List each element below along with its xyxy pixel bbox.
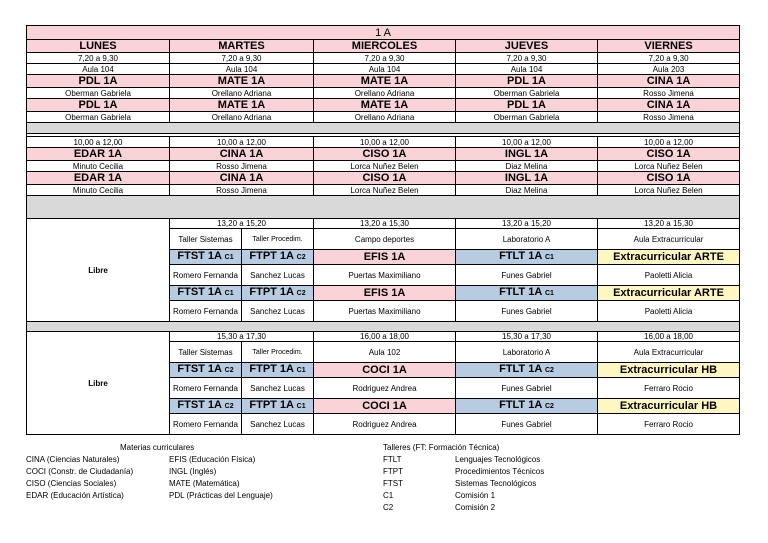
teacher-cell: Romero Fernanda xyxy=(170,378,242,399)
legend-item: INGL (Inglés) xyxy=(169,467,217,476)
legend-desc: Comisión 2 xyxy=(455,503,496,512)
day-header: VIERNES xyxy=(598,40,740,53)
subject-cell: FTLT 1A C2 xyxy=(456,363,598,378)
subject-cell: MATE 1A xyxy=(314,99,456,112)
talleres-codes xyxy=(383,454,403,514)
subject-cell: FTST 1A C1 xyxy=(170,250,242,265)
talleres-descriptions xyxy=(455,454,544,514)
time-cell: 10,00 a 12,00 xyxy=(314,137,456,148)
time-cell: 15,30 a 17,30 xyxy=(170,332,314,342)
time-cell: 7,20 a 9,30 xyxy=(170,53,314,64)
teacher-cell: Oberman Gabriela xyxy=(27,88,170,99)
teacher-cell: Oberman Gabriela xyxy=(456,88,598,99)
schedule-title: 1 A xyxy=(27,26,740,40)
teacher-cell: Minuto Cecilia xyxy=(27,161,170,172)
time-cell: 13,20 a 15,30 xyxy=(598,219,740,229)
teacher-cell: Paoletti Alicia xyxy=(598,265,740,286)
teacher-cell: Funes Gabriel xyxy=(456,378,598,399)
legend-desc: Lenguajes Tecnológicos xyxy=(455,455,541,464)
subject-cell: FTPT 1A C1 xyxy=(242,399,314,414)
subject-cell: PDL 1A xyxy=(456,99,598,112)
subject-cell: CISO 1A xyxy=(598,148,740,161)
teacher-cell: Romero Fernanda xyxy=(170,265,242,286)
teacher-cell: Sanchez Lucas xyxy=(242,378,314,399)
teacher-cell: Sanchez Lucas xyxy=(242,265,314,286)
room-cell: Taller Procedim. xyxy=(242,342,314,363)
teacher-cell: Rodriguez Andrea xyxy=(314,378,456,399)
teacher-cell: Rosso Jimena xyxy=(598,112,740,123)
room-cell: Taller Sistemas xyxy=(170,229,242,250)
teacher-cell: Rosso Jimena xyxy=(170,185,314,196)
room-cell: Aula 104 xyxy=(27,64,170,75)
time-cell: 7,20 a 9,30 xyxy=(27,53,170,64)
legend-code: FTLT xyxy=(383,455,402,464)
legend-code: FTPT xyxy=(383,467,403,476)
teacher-cell: Orellano Adriana xyxy=(170,112,314,123)
teacher-cell: Funes Gabriel xyxy=(456,301,598,322)
lunch-break-row xyxy=(27,196,740,219)
materias-title: Materias curriculares xyxy=(120,443,195,452)
time-cell: 13,20 a 15,20 xyxy=(170,219,314,229)
subject-cell: PDL 1A xyxy=(27,75,170,88)
teacher-cell: Paoletti Alicia xyxy=(598,301,740,322)
teacher-cell: Ferraro Rocio xyxy=(598,378,740,399)
subject-cell: EFIS 1A xyxy=(314,250,456,265)
subject-cell: COCI 1A xyxy=(314,399,456,414)
teacher-cell: Minuto Cecilia xyxy=(27,185,170,196)
subject-cell: EDAR 1A xyxy=(27,172,170,185)
subject-cell: FTPT 1A C2 xyxy=(242,286,314,301)
teacher-cell: Oberman Gabriela xyxy=(456,112,598,123)
room-cell: Aula Extracurricular xyxy=(598,229,740,250)
room-cell: Aula 203 xyxy=(598,64,740,75)
time-cell: 10,00 a 12,00 xyxy=(27,137,170,148)
subject-cell: CINA 1A xyxy=(170,148,314,161)
time-cell: 10,00 a 12,00 xyxy=(170,137,314,148)
time-cell: 7,20 a 9,30 xyxy=(314,53,456,64)
room-cell: Laboratorio A xyxy=(456,229,598,250)
subject-cell: Extracurricular ARTE xyxy=(598,250,740,265)
legend-item: EDAR (Educación Artística) xyxy=(26,491,124,500)
subject-cell: FTLT 1A C2 xyxy=(456,399,598,414)
subject-cell: FTST 1A C2 xyxy=(170,399,242,414)
day-header: MARTES xyxy=(170,40,314,53)
legend-code: C1 xyxy=(383,491,394,500)
teacher-cell: Rosso Jimena xyxy=(598,88,740,99)
room-cell: Laboratorio A xyxy=(456,342,598,363)
teacher-cell: Diaz Melina xyxy=(456,161,598,172)
subject-cell: EFIS 1A xyxy=(314,286,456,301)
schedule-table xyxy=(26,25,740,435)
subject-cell: Extracurricular HB xyxy=(598,399,740,414)
talleres-title: Talleres (FT: Formación Técnica) xyxy=(383,443,500,452)
teacher-cell: Romero Fernanda xyxy=(170,414,242,435)
time-cell: 16,00 a 18,00 xyxy=(314,332,456,342)
subject-cell: FTST 1A C1 xyxy=(170,286,242,301)
time-cell: 10,00 a 12,00 xyxy=(456,137,598,148)
teacher-cell: Rodriguez Andrea xyxy=(314,414,456,435)
teacher-cell: Funes Gabriel xyxy=(456,265,598,286)
room-cell: Aula 104 xyxy=(314,64,456,75)
legend-code: C2 xyxy=(383,503,394,512)
subject-cell: CISO 1A xyxy=(314,172,456,185)
teacher-cell: Funes Gabriel xyxy=(456,414,598,435)
time-cell: 7,20 a 9,30 xyxy=(598,53,740,64)
teacher-cell: Romero Fernanda xyxy=(170,301,242,322)
subject-cell: FTPT 1A C2 xyxy=(242,250,314,265)
legend-desc: Comisión 1 xyxy=(455,491,496,500)
day-header: LUNES xyxy=(27,40,170,53)
legend-item: CINA (Ciencias Naturales) xyxy=(26,455,120,464)
day-header: MIERCOLES xyxy=(314,40,456,53)
teacher-cell: Lorca Nuñez Belen xyxy=(314,185,456,196)
subject-cell: Extracurricular HB xyxy=(598,363,740,378)
time-cell: 13,20 a 15,20 xyxy=(456,219,598,229)
teacher-cell: Sanchez Lucas xyxy=(242,301,314,322)
materias-list-1 xyxy=(26,454,133,502)
teacher-cell: Lorca Nuñez Belen xyxy=(314,161,456,172)
subject-cell: CINA 1A xyxy=(170,172,314,185)
room-cell: Taller Sistemas xyxy=(170,342,242,363)
subject-cell: INGL 1A xyxy=(456,172,598,185)
subject-cell: INGL 1A xyxy=(456,148,598,161)
subject-cell: FTLT 1A C1 xyxy=(456,250,598,265)
subject-cell: FTPT 1A C1 xyxy=(242,363,314,378)
subject-cell: CINA 1A xyxy=(598,99,740,112)
legend-desc: Sistemas Tecnológicos xyxy=(455,479,537,488)
break-row xyxy=(27,123,740,134)
time-cell: 15,30 a 17,30 xyxy=(456,332,598,342)
legend-item: COCI (Constr. de Ciudadanía) xyxy=(26,467,134,476)
legend-item: EFIS (Educación Física) xyxy=(169,455,256,464)
subject-cell: PDL 1A xyxy=(27,99,170,112)
legend-code: FTST xyxy=(383,479,403,488)
room-cell: Aula Extracurricular xyxy=(598,342,740,363)
materias-list-2 xyxy=(169,454,273,502)
subject-cell: MATE 1A xyxy=(170,75,314,88)
teacher-cell: Lorca Nuñez Belen xyxy=(598,185,740,196)
teacher-cell: Oberman Gabriela xyxy=(27,112,170,123)
teacher-cell: Orellano Adriana xyxy=(314,112,456,123)
subject-cell: Extracurricular ARTE xyxy=(598,286,740,301)
room-cell: Aula 104 xyxy=(170,64,314,75)
legend-desc: Procedimientos Técnicos xyxy=(455,467,545,476)
teacher-cell: Orellano Adriana xyxy=(314,88,456,99)
time-cell: 10,00 a 12,00 xyxy=(598,137,740,148)
room-cell: Taller Procedim. xyxy=(242,229,314,250)
teacher-cell: Puertas Maximiliano xyxy=(314,301,456,322)
subject-cell: MATE 1A xyxy=(314,75,456,88)
time-cell: 7,20 a 9,30 xyxy=(456,53,598,64)
break-row xyxy=(27,322,740,332)
subject-cell: FTST 1A C2 xyxy=(170,363,242,378)
time-cell: 16,00 a 18,00 xyxy=(598,332,740,342)
teacher-cell: Ferraro Rocio xyxy=(598,414,740,435)
teacher-cell: Puertas Maximiliano xyxy=(314,265,456,286)
room-cell: Campo deportes xyxy=(314,229,456,250)
subject-cell: PDL 1A xyxy=(456,75,598,88)
room-cell: Aula 102 xyxy=(314,342,456,363)
teacher-cell: Rosso Jimena xyxy=(170,161,314,172)
subject-cell: CISO 1A xyxy=(598,172,740,185)
subject-cell: FTLT 1A C1 xyxy=(456,286,598,301)
room-cell: Aula 104 xyxy=(456,64,598,75)
subject-cell: CISO 1A xyxy=(314,148,456,161)
legend-item: MATE (Matemática) xyxy=(169,479,240,488)
time-cell: 13,20 a 15,30 xyxy=(314,219,456,229)
subject-cell: EDAR 1A xyxy=(27,148,170,161)
subject-cell: CINA 1A xyxy=(598,75,740,88)
teacher-cell: Diaz Melina xyxy=(456,185,598,196)
legend-item: CISO (Ciencias Sociales) xyxy=(26,479,117,488)
legend-item: PDL (Prácticas del Lenguaje) xyxy=(169,491,273,500)
free-cell: Libre xyxy=(27,219,170,322)
subject-cell: COCI 1A xyxy=(314,363,456,378)
teacher-cell: Sanchez Lucas xyxy=(242,414,314,435)
day-header: JUEVES xyxy=(456,40,598,53)
subject-cell: MATE 1A xyxy=(170,99,314,112)
teacher-cell: Lorca Nuñez Belen xyxy=(598,161,740,172)
free-cell: Libre xyxy=(27,332,170,435)
teacher-cell: Orellano Adriana xyxy=(170,88,314,99)
